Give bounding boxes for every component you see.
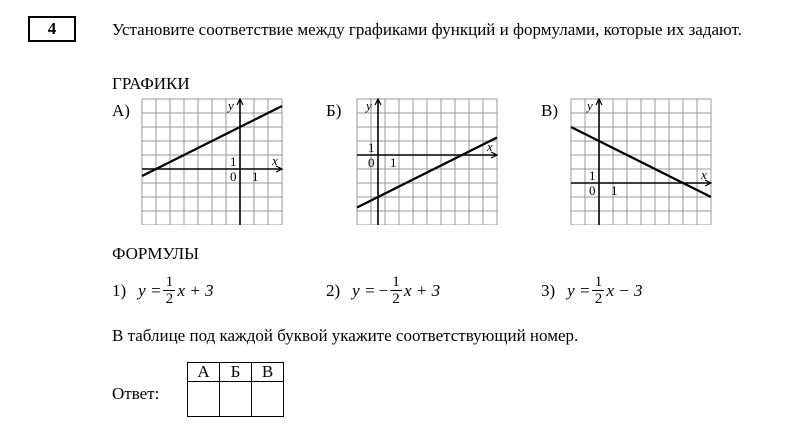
formula-2-denominator: 2 [392,291,400,307]
x-unit-label: 1 [390,155,397,170]
y-unit-label: 1 [368,140,375,155]
x-unit-label: 1 [252,169,259,184]
origin-label: 0 [230,169,237,184]
y-unit-label: 1 [589,168,596,183]
x-axis-label: x [487,139,493,154]
formula-2-sign: − [378,280,389,300]
graph-v-canvas [569,97,714,225]
formula-3-number: 3) [541,280,556,300]
formulas-heading: ФОРМУЛЫ [112,244,199,263]
formula-2-number: 2) [326,280,341,300]
task-number: 4 [47,19,57,38]
formula-1-denominator: 2 [165,291,174,307]
formula-3-tail: x − 3 [606,280,643,300]
x-axis-label: x [701,167,707,182]
task-number-box [28,16,76,42]
instruction-text: В таблице под каждой буквой укажите соответствующий номер. [112,326,579,345]
formula-1-fraction [163,274,175,307]
graph-label-b: Б) [326,101,342,120]
task-text: Установите соответствие между графиками функций и формулами, которые их задают. [112,20,742,39]
answer-header-a: А [188,363,220,382]
x-unit-label: 1 [611,183,618,198]
x-axis-label: x [272,153,278,168]
graph-a-canvas [140,97,285,225]
formula-2-lhs: y = [352,280,376,300]
formula-3-numerator: 1 [594,274,603,290]
graph-label-a: А) [112,101,130,120]
graphs-heading: ГРАФИКИ [112,74,190,93]
y-axis-label: y [366,98,372,113]
formula-2 [326,274,440,307]
y-axis-label: y [228,98,234,113]
formula-2-tail: x + 3 [404,280,441,300]
formula-1-numerator: 1 [165,274,174,290]
formula-2-fraction [390,274,402,307]
formula-3-lhs: y = [567,280,591,300]
formula-3-denominator: 2 [594,291,603,307]
answer-cell-b[interactable] [220,382,252,417]
formula-1 [112,274,213,307]
graph-a [140,97,285,225]
origin-label: 0 [368,155,375,170]
answer-cell-v[interactable] [252,382,284,417]
formula-1-number: 1) [112,280,127,300]
graph-v [569,97,714,225]
graph-b [355,97,500,225]
formula-3-fraction [592,274,604,307]
answer-table [187,362,284,417]
answer-header-v: В [252,363,284,382]
answer-cell-a[interactable] [188,382,220,417]
y-unit-label: 1 [230,154,237,169]
formula-1-tail: x + 3 [177,280,214,300]
y-axis-label: y [587,98,593,113]
formula-3 [541,274,642,307]
origin-label: 0 [589,183,596,198]
answer-label: Ответ: [112,384,160,403]
formula-2-numerator: 1 [392,274,400,290]
formula-1-lhs: y = [138,280,162,300]
answer-header-b: Б [220,363,252,382]
graph-b-canvas [355,97,500,225]
graph-label-v: В) [541,101,558,120]
